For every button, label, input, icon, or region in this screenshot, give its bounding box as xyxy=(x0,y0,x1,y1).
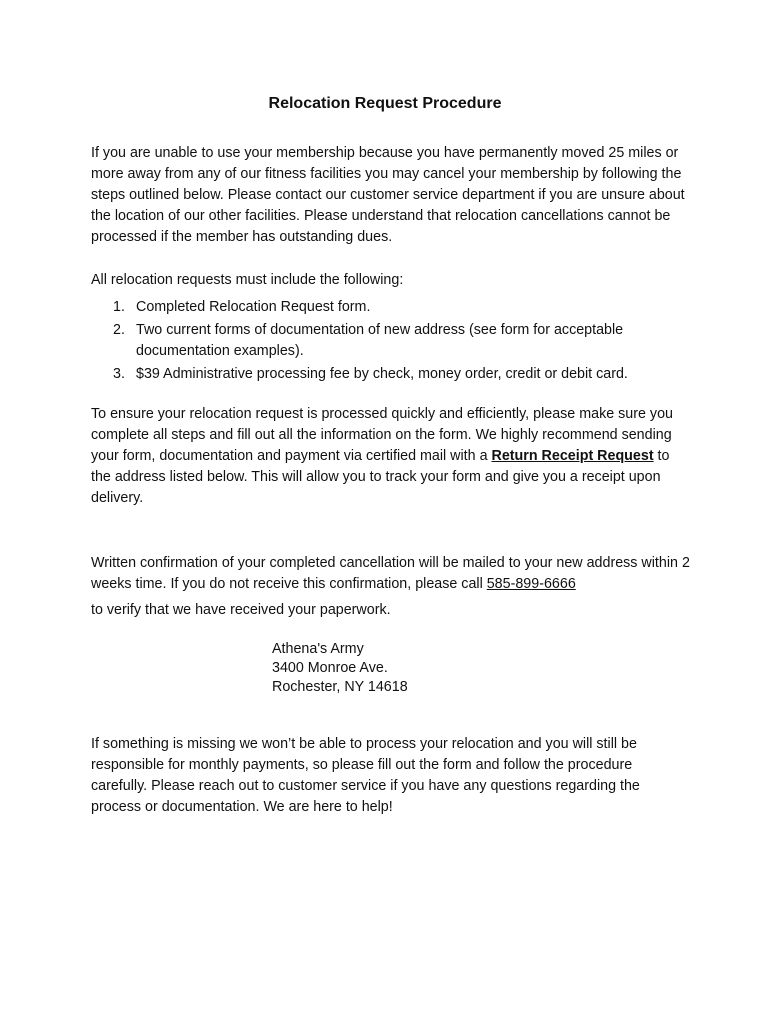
list-item xyxy=(91,297,691,318)
list-item-text: Two current forms of documentation of new address (see form for acceptable documentation examples). xyxy=(136,322,624,359)
address-line-city: Rochester, NY 14618 xyxy=(272,679,408,695)
page-title: Relocation Request Procedure xyxy=(268,95,502,112)
address-line-street: 3400 Monroe Ave. xyxy=(272,660,388,676)
return-receipt-emphasis: Return Receipt Request xyxy=(491,448,654,464)
requirements-list xyxy=(91,297,691,387)
confirmation-paragraph xyxy=(91,553,691,595)
phone-link[interactable]: 585-899-6666 xyxy=(486,576,576,592)
processing-text-after: to the address listed below. This will allow you to track your form and give you a receipt upon delivery. xyxy=(91,448,670,506)
confirmation-continuation: to verify that we have received your paperwork. xyxy=(91,602,391,618)
list-item-number: 2. xyxy=(113,322,125,338)
processing-text-before: To ensure your relocation request is processed quickly and efficiently, please make sure you complete all steps and fill out all the information on the form. We highly recommend sending your form, documentation and payment via certified mail with a xyxy=(91,406,673,464)
list-item xyxy=(91,320,691,362)
list-item-number: 1. xyxy=(113,299,125,315)
list-item xyxy=(91,364,691,385)
intro-paragraph: If you are unable to use your membership because you have permanently moved 25 miles or more away from any of our fitness facilities you may cancel your membership by following the steps outlined below. Please contact our customer service department if you are unsure about the location of our other facilities. Please understand that relocation cancellations cannot be processed if the member has outstanding dues. xyxy=(91,145,685,245)
processing-paragraph xyxy=(91,404,691,509)
list-item-number: 3. xyxy=(113,366,125,382)
address-line-name: Athena's Army xyxy=(272,641,364,657)
list-item-text: Completed Relocation Request form. xyxy=(136,299,371,315)
closing-paragraph: If something is missing we won’t be able to process your relocation and you will still be responsible for monthly payments, so please fill out the form and follow the procedure carefully. Please reach out to customer service if you have any questions regarding the process or documentation. We are here to help! xyxy=(91,736,640,815)
confirmation-text-before: Written confirmation of your completed cancellation will be mailed to your new address within 2 weeks time. If you do not receive this confirmation, please call xyxy=(91,555,690,592)
list-item-text: $39 Administrative processing fee by check, money order, credit or debit card. xyxy=(136,366,628,382)
requirements-intro: All relocation requests must include the following: xyxy=(91,272,404,288)
mailing-address xyxy=(272,640,572,697)
